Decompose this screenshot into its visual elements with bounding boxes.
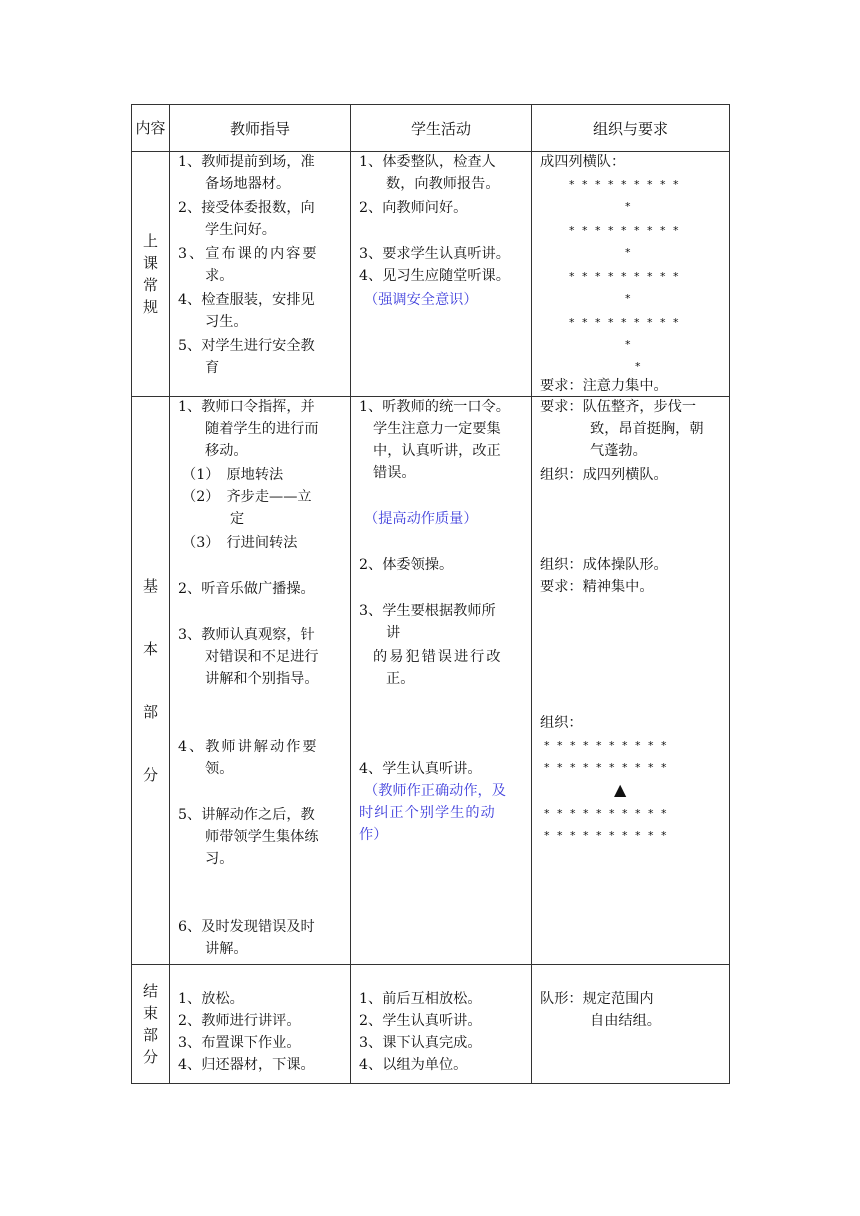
text-line: 气蓬勃。 xyxy=(590,443,647,459)
section-label-main xyxy=(132,397,170,965)
text-line: 要求：精神集中。 xyxy=(540,579,654,595)
text-line: 数，向教师报告。 xyxy=(386,176,500,192)
star-row: * xyxy=(625,338,633,351)
header-teacher-guidance: 教师指导 xyxy=(170,105,351,152)
text-line: 讲解。 xyxy=(205,941,248,957)
text-line: 队形：规定范围内 xyxy=(540,991,654,1007)
text-line: 致，昂首挺胸，朝 xyxy=(590,421,704,437)
routine-student-cell xyxy=(351,152,532,397)
text-line: 组织： xyxy=(540,715,583,731)
text-line: （1） 原地转法 xyxy=(182,467,284,483)
section-label-ending: 结束部分 xyxy=(132,965,170,1084)
section-label-main-char: 基 xyxy=(142,576,158,595)
text-line: 备场地器材。 xyxy=(205,176,291,192)
header-organization: 组织与要求 xyxy=(532,105,730,152)
lesson-plan-table xyxy=(131,104,730,1084)
star-row: * * * * * * * * * * xyxy=(544,739,669,752)
text-line: （教师作正确动作，及 xyxy=(364,783,506,799)
text-line: 1、教师提前到场，准 xyxy=(178,154,315,170)
text-line: 组织：成体操队形。 xyxy=(540,557,668,573)
text-line: 1、体委整队，检查人 xyxy=(359,154,496,170)
text-line: 要求：队伍整齐，步伐一 xyxy=(540,399,697,415)
text-line: 3、课下认真完成。 xyxy=(359,1035,482,1051)
text-line: 4、学生认真听讲。 xyxy=(359,761,482,777)
text-line: 组织：成四列横队。 xyxy=(540,467,668,483)
routine-org-cell xyxy=(532,152,730,397)
ending-student-cell xyxy=(351,965,532,1084)
text-line: 的易犯错误进行改 xyxy=(373,649,503,665)
star-row: * xyxy=(625,246,633,259)
ending-org-cell xyxy=(532,965,730,1084)
text-line: 求。 xyxy=(205,268,234,284)
text-line: 正。 xyxy=(386,671,415,687)
text-line: 自由结组。 xyxy=(590,1013,661,1029)
section-label-routine: 上课常规 xyxy=(132,152,170,397)
text-line: 习生。 xyxy=(205,314,248,330)
text-line: 4、教师讲解动作要 xyxy=(178,739,319,755)
section-label-main-char: 分 xyxy=(142,766,158,785)
text-line: 错误。 xyxy=(373,465,416,481)
text-line: 3、学生要根据教师所 xyxy=(359,603,496,619)
section-row-main xyxy=(132,397,730,965)
star-row: * xyxy=(625,292,633,305)
section-row-routine xyxy=(132,152,730,397)
star-row: * * * * * * * * * * xyxy=(544,761,669,774)
header-student-activity: 学生活动 xyxy=(351,105,532,152)
text-line: 师带领学生集体练 xyxy=(205,829,319,845)
text-line: 5、对学生进行安全教 xyxy=(178,338,315,354)
formation-title: 成四列横队： xyxy=(540,154,626,170)
text-line: 随着学生的进行而 xyxy=(205,421,319,437)
text-line: 5、讲解动作之后，教 xyxy=(178,807,315,823)
text-line: 移动。 xyxy=(205,443,248,459)
text-line: 对错误和不足进行 xyxy=(205,649,319,665)
main-student-cell xyxy=(351,397,532,965)
text-line: 时纠正个别学生的动 xyxy=(359,805,496,821)
text-line: 3、布置课下作业。 xyxy=(178,1035,301,1051)
section-label-main-char: 本 xyxy=(142,639,158,658)
text-line: 6、及时发现错误及时 xyxy=(178,919,315,935)
star-row: * * * * * * * * * xyxy=(569,316,681,329)
text-line: 1、听教师的统一口令。 xyxy=(359,399,510,415)
text-line: 领。 xyxy=(205,761,234,777)
main-teacher-cell xyxy=(170,397,351,965)
text-line: 学生注意力一定要集 xyxy=(373,421,501,437)
text-line: 中，认真听讲，改正 xyxy=(373,443,501,459)
requirement: 要求：注意力集中。 xyxy=(540,378,668,394)
star-row: * * * * * * * * * xyxy=(569,224,681,237)
routine-teacher-cell xyxy=(170,152,351,397)
text-line: （3） 行进间转法 xyxy=(182,535,298,551)
text-line: 习。 xyxy=(205,851,234,867)
text-line: 3、要求学生认真听讲。 xyxy=(359,246,510,262)
section-label-main-char: 部 xyxy=(142,703,158,722)
text-line: 作） xyxy=(359,827,388,843)
text-line: 4、检查服装，安排见 xyxy=(178,292,315,308)
star-row: * * * * * * * * * * xyxy=(544,807,669,820)
text-line: 4、以组为单位。 xyxy=(359,1057,468,1073)
text-line: 育 xyxy=(205,360,220,376)
text-line: 1、教师口令指挥，并 xyxy=(178,399,315,415)
star-row: * xyxy=(635,360,643,373)
text-line: 1、放松。 xyxy=(178,991,244,1007)
text-line: 3、宣布课的内容要 xyxy=(178,246,319,262)
ending-teacher-cell xyxy=(170,965,351,1084)
text-line: 定 xyxy=(230,511,245,527)
star-row: * * * * * * * * * xyxy=(569,178,681,191)
text-line: （提高动作质量） xyxy=(364,511,478,527)
main-org-cell xyxy=(532,397,730,965)
header-content: 内容 xyxy=(132,105,170,152)
text-line: 2、听音乐做广播操。 xyxy=(178,581,315,597)
text-line: （2） 齐步走——立 xyxy=(182,489,312,505)
text-line: 2、学生认真听讲。 xyxy=(359,1013,482,1029)
text-line: 学生问好。 xyxy=(205,222,276,238)
star-row: * * * * * * * * * * xyxy=(544,829,669,842)
section-row-ending xyxy=(132,965,730,1084)
text-line: 2、向教师问好。 xyxy=(359,200,468,216)
text-line: 讲 xyxy=(386,625,401,641)
text-line: （强调安全意识） xyxy=(364,292,478,308)
teacher-triangle-icon: ▲ xyxy=(614,780,627,799)
text-line: 2、体委领操。 xyxy=(359,557,454,573)
text-line: 4、见习生应随堂听课。 xyxy=(359,268,510,284)
text-line: 2、接受体委报数，向 xyxy=(178,200,315,216)
star-row: * * * * * * * * * xyxy=(569,270,681,283)
header-row xyxy=(132,105,730,152)
text-line: 1、前后互相放松。 xyxy=(359,991,482,1007)
text-line: 3、教师认真观察，针 xyxy=(178,627,315,643)
star-row: * xyxy=(625,200,633,213)
text-line: 2、教师进行讲评。 xyxy=(178,1013,301,1029)
text-line: 讲解和个别指导。 xyxy=(205,671,319,687)
text-line: 4、归还器材，下课。 xyxy=(178,1057,315,1073)
